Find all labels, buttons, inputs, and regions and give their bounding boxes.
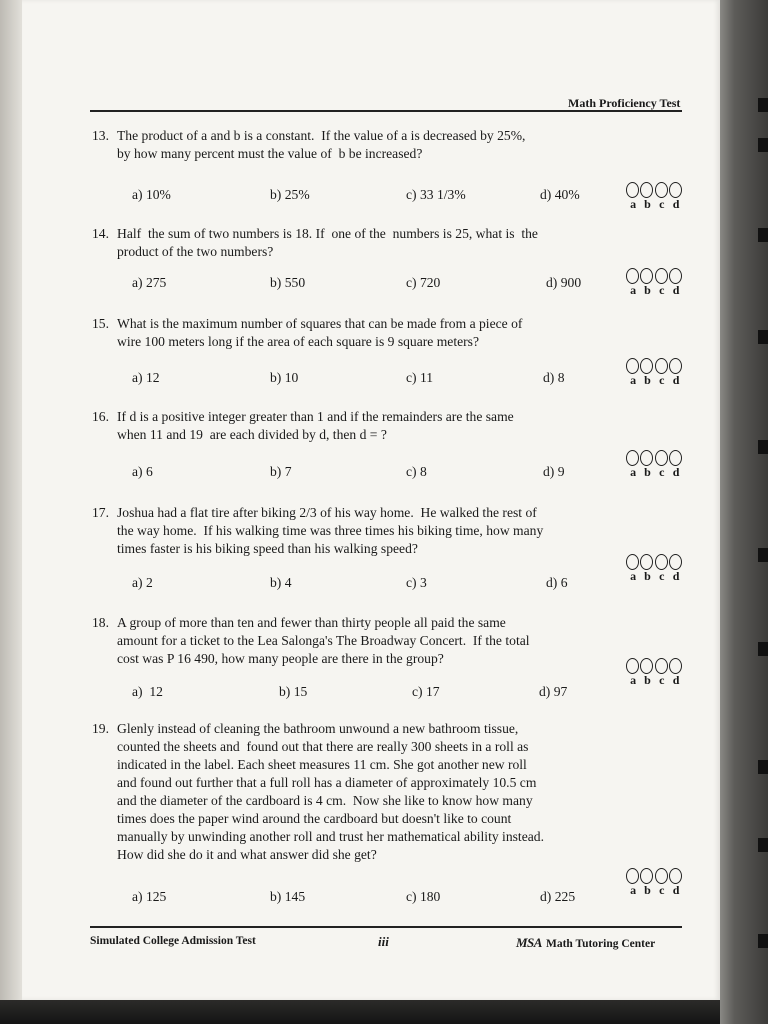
question-text-line: What is the maximum number of squares that can be made from a piece of: [117, 316, 523, 331]
answer-bubble-b[interactable]: [640, 358, 653, 374]
bubble-letter: a: [630, 465, 637, 479]
bubble-row: [626, 868, 686, 884]
answer-bubble-b[interactable]: [640, 182, 653, 198]
bubble-letter: b: [644, 197, 651, 211]
answer-bubbles: [626, 554, 686, 584]
question-number: 15.: [92, 316, 109, 331]
question-text: [117, 408, 592, 444]
answer-bubbles: [626, 868, 686, 898]
answer-choice-a: a) 125: [132, 889, 167, 904]
answer-choices: [92, 186, 692, 204]
question-19: [92, 720, 592, 904]
question-number: 14.: [92, 226, 109, 241]
answer-bubble-c[interactable]: [655, 554, 668, 570]
bubble-letter: b: [644, 373, 651, 387]
question-text-line: The product of a and b is a constant. If the value of a is decreased by 25%,: [117, 128, 526, 143]
answer-choices: [92, 369, 692, 387]
answer-choice-a: a) 6: [132, 464, 153, 479]
answer-choice-c: c) 3: [406, 575, 427, 590]
question-number: 13.: [92, 128, 109, 143]
answer-bubble-a[interactable]: [626, 450, 639, 466]
bubble-letter: d: [672, 569, 680, 583]
answer-choice-d: d) 40%: [540, 187, 580, 202]
bubble-row: [626, 554, 686, 570]
page-number: iii: [378, 934, 389, 949]
bubble-letter: b: [644, 673, 651, 687]
edge-mark: [758, 838, 768, 852]
answer-bubble-c[interactable]: [655, 268, 668, 284]
scan-bottom-shadow: [0, 1000, 720, 1024]
answer-choice-a: a) 2: [132, 575, 153, 590]
answer-choice-b: b) 4: [270, 575, 292, 590]
answer-choices: [92, 683, 692, 701]
answer-bubble-c[interactable]: [655, 868, 668, 884]
edge-mark: [758, 760, 768, 774]
question-text-line: If d is a positive integer greater than 1 and if the remainders are the same: [117, 409, 514, 424]
question-number: 18.: [92, 615, 109, 630]
answer-bubbles: [626, 658, 686, 688]
footer-center-label: Math Tutoring Center: [545, 938, 656, 950]
answer-bubbles: [626, 268, 686, 298]
question-text-line: Joshua had a flat tire after biking 2/3 of his way home. He walked the rest of: [117, 505, 537, 520]
edge-mark: [758, 138, 768, 152]
answer-choice-d: d) 9: [543, 464, 565, 479]
answer-bubble-a[interactable]: [626, 182, 639, 198]
question-number: 19.: [92, 721, 109, 736]
answer-choice-c: c) 180: [406, 889, 441, 904]
question-text: [117, 225, 592, 261]
answer-bubble-b[interactable]: [640, 450, 653, 466]
answer-bubbles: [626, 450, 686, 480]
question-text-line: when 11 and 19 are each divided by d, then d = ?: [117, 427, 387, 442]
answer-bubble-b[interactable]: [640, 268, 653, 284]
question-text-line: and found out further that a full roll has a diameter of approximately 10.5 cm: [117, 775, 537, 790]
bubble-letters: [626, 197, 686, 212]
edge-mark: [758, 934, 768, 948]
answer-choice-b: b) 25%: [270, 187, 310, 202]
bubble-letter: b: [644, 883, 651, 897]
bubble-letter: c: [659, 883, 665, 897]
question-text-line: Half the sum of two numbers is 18. If one of the numbers is 25, what is the: [117, 226, 538, 241]
question-text-line: by how many percent must the value of b be increased?: [117, 146, 423, 161]
bubble-letters: [626, 373, 686, 388]
answer-choices: [92, 574, 692, 592]
bubble-row: [626, 182, 686, 198]
question-17: [92, 504, 592, 590]
edge-mark: [758, 228, 768, 242]
bubble-letter: d: [672, 883, 680, 897]
answer-bubble-d[interactable]: [669, 868, 682, 884]
answer-bubble-c[interactable]: [655, 358, 668, 374]
answer-choices: [92, 274, 692, 292]
question-text-line: counted the sheets and found out that there are really 300 sheets in a roll as: [117, 739, 529, 754]
bubble-letters: [626, 283, 686, 298]
bubble-letter: d: [672, 465, 680, 479]
answer-bubbles: [626, 358, 686, 388]
question-text-line: the way home. If his walking time was three times his biking time, how many: [117, 523, 544, 538]
answer-choice-c: c) 720: [406, 275, 441, 290]
answer-choice-b: b) 10: [270, 370, 299, 385]
footer-center-name: [516, 935, 655, 951]
question-text-line: manually by unwinding another roll and trust her mathematical ability instead.: [117, 829, 544, 844]
answer-choices: [92, 463, 692, 481]
answer-bubble-d[interactable]: [669, 554, 682, 570]
question-text-line: times faster is his biking speed than his walking speed?: [117, 541, 418, 556]
question-text-line: and the diameter of the cardboard is 4 cm. Now she like to know how many: [117, 793, 533, 808]
edge-mark: [758, 98, 768, 112]
answer-bubble-a[interactable]: [626, 268, 639, 284]
answer-choice-d: d) 97: [539, 684, 568, 699]
bubble-letter: c: [659, 569, 665, 583]
page-header-title: Math Proficiency Test: [568, 96, 681, 110]
question-14: [92, 225, 592, 290]
answer-bubble-b[interactable]: [640, 868, 653, 884]
bubble-letter: d: [672, 373, 680, 387]
answer-bubble-c[interactable]: [655, 658, 668, 674]
question-text-line: amount for a ticket to the Lea Salonga's The Broadway Concert. If the total: [117, 633, 530, 648]
bubble-letter: b: [644, 569, 651, 583]
answer-bubble-a[interactable]: [626, 554, 639, 570]
edge-mark: [758, 330, 768, 344]
question-text-line: wire 100 meters long if the area of each square is 9 square meters?: [117, 334, 479, 349]
bubble-row: [626, 358, 686, 374]
next-page-edge: [720, 0, 768, 1024]
answer-bubble-d[interactable]: [669, 450, 682, 466]
bubble-letter: a: [630, 373, 637, 387]
answer-bubble-a[interactable]: [626, 868, 639, 884]
answer-choice-d: d) 6: [546, 575, 568, 590]
bubble-letter: a: [630, 883, 637, 897]
question-number: 17.: [92, 505, 109, 520]
bubble-letter: d: [672, 673, 680, 687]
answer-choice-b: b) 145: [270, 889, 306, 904]
edge-mark: [758, 642, 768, 656]
footer-rule: [90, 926, 682, 928]
answer-bubble-a[interactable]: [626, 358, 639, 374]
question-text-line: times does the paper wind around the cardboard but doesn't like to count: [117, 811, 512, 826]
bubble-letter: c: [659, 283, 665, 297]
header-rule: [90, 110, 682, 112]
edge-mark: [758, 548, 768, 562]
answer-choice-d: d) 225: [540, 889, 576, 904]
bubble-row: [626, 450, 686, 466]
question-text-line: product of the two numbers?: [117, 244, 274, 259]
answer-bubble-d[interactable]: [669, 358, 682, 374]
answer-choice-d: d) 8: [543, 370, 565, 385]
question-text: [117, 504, 592, 558]
answer-bubble-b[interactable]: [640, 658, 653, 674]
answer-choice-b: b) 550: [270, 275, 306, 290]
answer-bubble-d[interactable]: [669, 658, 682, 674]
answer-choice-c: c) 8: [406, 464, 427, 479]
answer-bubble-c[interactable]: [655, 182, 668, 198]
bubble-letter: d: [672, 283, 680, 297]
bubble-letter: c: [659, 197, 665, 211]
bubble-letters: [626, 883, 686, 898]
question-13: [92, 127, 592, 202]
answer-choice-b: b) 7: [270, 464, 292, 479]
question-text-line: Glenly instead of cleaning the bathroom unwound a new bathroom tissue,: [117, 721, 519, 736]
question-15: [92, 315, 592, 385]
answer-choice-a: a) 12: [132, 370, 160, 385]
answer-bubble-b[interactable]: [640, 554, 653, 570]
footer-test-name: Simulated College Admission Test: [90, 935, 256, 947]
answer-choice-d: d) 900: [546, 275, 582, 290]
msa-logo: MSA: [516, 935, 542, 950]
answer-bubble-d[interactable]: [669, 182, 682, 198]
question-text: [117, 315, 592, 351]
question-text: [117, 720, 592, 864]
answer-choice-c: c) 33 1/3%: [406, 187, 466, 202]
answer-bubble-d[interactable]: [669, 268, 682, 284]
bubble-letter: b: [644, 283, 651, 297]
bubble-letter: a: [630, 283, 637, 297]
answer-choice-a: a) 10%: [132, 187, 171, 202]
bubble-row: [626, 658, 686, 674]
question-text-line: indicated in the label. Each sheet measures 11 cm. She got another new roll: [117, 757, 527, 772]
bubble-letter: a: [630, 197, 637, 211]
answer-choice-a: a) 275: [132, 275, 167, 290]
answer-choice-a: a) 12: [132, 684, 163, 699]
question-text: [117, 127, 592, 163]
question-18: [92, 614, 592, 699]
answer-choice-b: b) 15: [279, 684, 308, 699]
answer-choice-c: c) 17: [412, 684, 440, 699]
bubble-letters: [626, 569, 686, 584]
edge-mark: [758, 440, 768, 454]
answer-bubble-c[interactable]: [655, 450, 668, 466]
bubble-letter: c: [659, 673, 665, 687]
bubble-letter: a: [630, 569, 637, 583]
bubble-letter: d: [672, 197, 680, 211]
answer-bubbles: [626, 182, 686, 212]
bubble-letter: b: [644, 465, 651, 479]
question-text-line: A group of more than ten and fewer than thirty people all paid the same: [117, 615, 506, 630]
scan-left-margin: [0, 0, 22, 1024]
answer-choices: [92, 888, 692, 906]
question-text-line: cost was P 16 490, how many people are there in the group?: [117, 651, 444, 666]
answer-choice-c: c) 11: [406, 370, 434, 385]
bubble-letter: c: [659, 465, 665, 479]
bubble-letters: [626, 465, 686, 480]
question-16: [92, 408, 592, 479]
question-text: [117, 614, 592, 668]
bubble-letter: c: [659, 373, 665, 387]
bubble-letter: a: [630, 673, 637, 687]
bubble-row: [626, 268, 686, 284]
question-text-line: How did she do it and what answer did she get?: [117, 847, 377, 862]
question-number: 16.: [92, 409, 109, 424]
bubble-letters: [626, 673, 686, 688]
answer-bubble-a[interactable]: [626, 658, 639, 674]
